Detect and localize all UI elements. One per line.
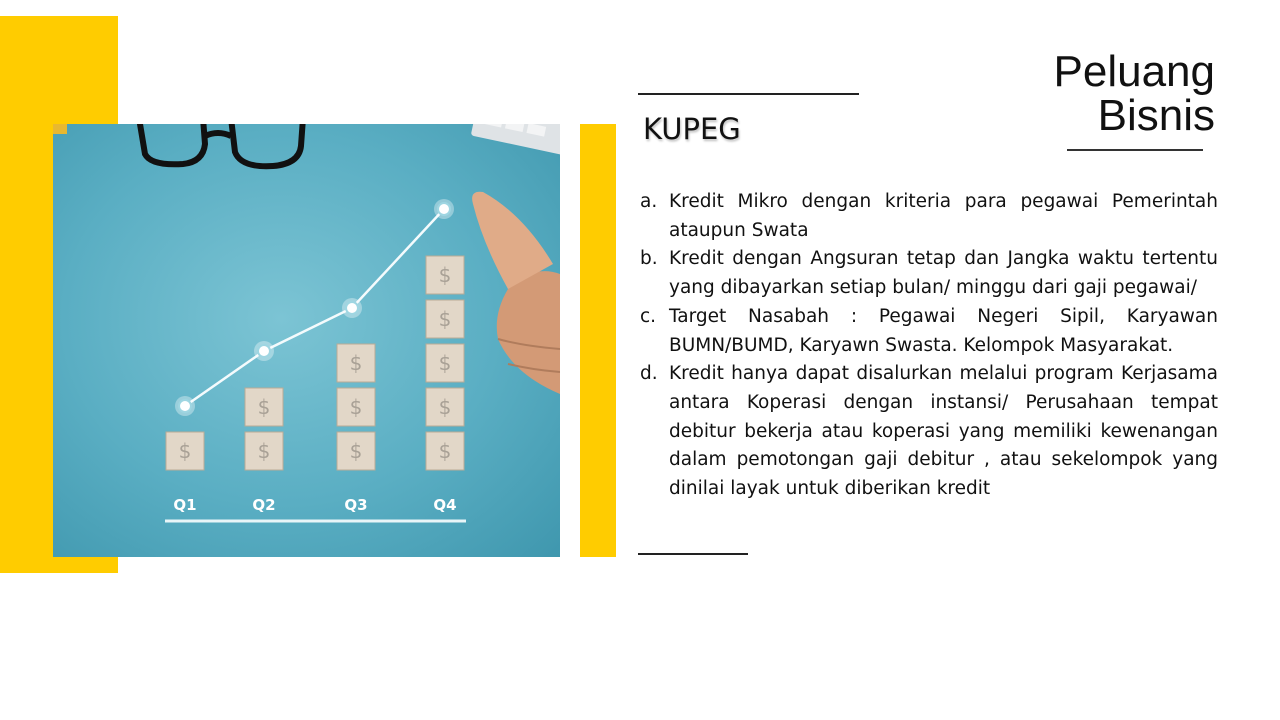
divider-bottom: [638, 553, 748, 555]
list-text: Kredit Mikro dengan kriteria para pegawai Pemerintah ataupun Swata: [669, 191, 1218, 241]
brand-line-1: Peluang: [1053, 47, 1215, 96]
brand-underline: [1067, 149, 1203, 151]
section-title: KUPEG: [643, 112, 741, 146]
divider-top: [638, 93, 859, 95]
quarter-label: Q1: [173, 496, 197, 514]
dollar-icon: $: [438, 439, 452, 463]
growth-dot: [258, 345, 270, 357]
list-item: [640, 245, 1218, 302]
dollar-icon: $: [438, 351, 452, 375]
dollar-icon: $: [349, 395, 363, 419]
dollar-icon: $: [257, 395, 271, 419]
keyboard-icon: [471, 124, 560, 158]
glasses-icon: [139, 124, 303, 166]
growth-line: [185, 209, 444, 406]
list-text: Kredit hanya dapat disalurkan melalui program Kerjasama antara Koperasi dengan instansi/ Perusahaan tempat debitur bekerja atau koperasi yang memiliki kewenangan dalam pemotongan gaji debitur , atau sekelompok yang dinilai layak untuk diberikan kredit: [669, 363, 1218, 500]
yellow-accent-bar: [580, 124, 616, 557]
list-item: [640, 303, 1218, 360]
pointing-hand-icon: [472, 192, 560, 394]
list-marker: d.: [640, 363, 658, 385]
growth-dot: [438, 203, 450, 215]
quarter-label: Q3: [344, 496, 368, 514]
list-marker: a.: [640, 191, 658, 212]
dollar-icon: $: [178, 439, 192, 463]
dollar-icon: $: [438, 263, 452, 287]
growth-chart-photo: [53, 124, 560, 557]
growth-dot: [346, 302, 358, 314]
list-text: Kredit dengan Angsuran tetap dan Jangka waktu tertentu yang dibayarkan setiap bulan/ minggu dari gaji pegawai/: [669, 248, 1218, 299]
list-item: [640, 188, 1218, 245]
photo-illustration: [53, 124, 560, 557]
dollar-icon: $: [438, 395, 452, 419]
dollar-icon: $: [349, 439, 363, 463]
list-text: Target Nasabah : Pegawai Negeri Sipil, Karyawan BUMN/BUMD, Karyawn Swasta. Kelompok Masyarakat.: [669, 305, 1218, 356]
dollar-icon: $: [438, 307, 452, 331]
pencil-icon: [53, 124, 67, 134]
list-item: [640, 360, 1218, 504]
list-marker: c.: [640, 305, 657, 327]
dollar-icon: $: [349, 351, 363, 375]
growth-dot: [179, 400, 191, 412]
brand-line-2: Bisnis: [1097, 91, 1215, 140]
brand-logo: [1000, 47, 1215, 140]
quarter-label: Q2: [252, 496, 276, 514]
list-marker: b.: [640, 248, 658, 270]
criteria-list: [640, 188, 1218, 504]
quarter-label: Q4: [433, 496, 457, 514]
dollar-icon: $: [257, 439, 271, 463]
